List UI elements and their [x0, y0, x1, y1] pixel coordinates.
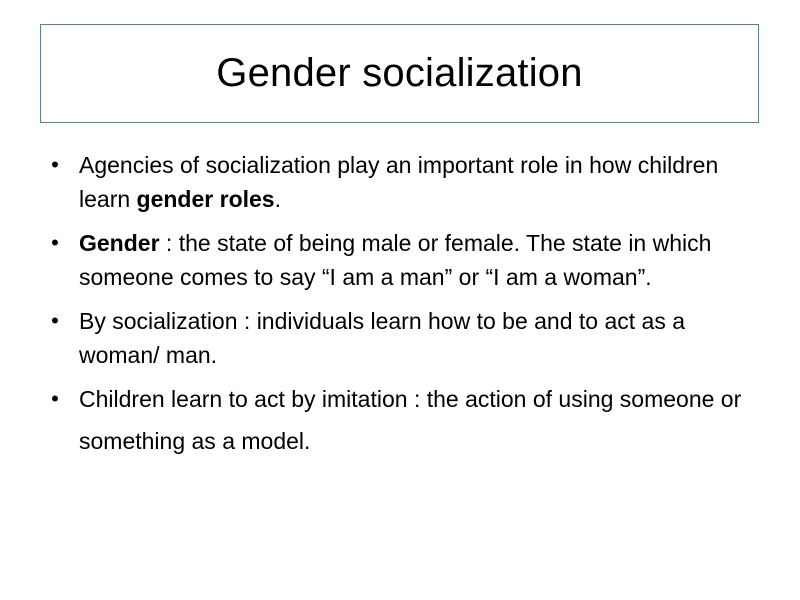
bullet-dot-icon: •	[51, 386, 59, 411]
bullet-bold-text: gender roles	[136, 186, 275, 212]
bullet-text: By socialization : individuals learn how to be and to act as a woman/ man.	[79, 308, 686, 368]
title-box	[40, 24, 759, 123]
bullet-text: : the state of being male or female. The state in which someone comes to say “I am a man” or “I am a woman”.	[79, 230, 712, 290]
bullet-text: Agencies of socialization play an important role in how children learn	[79, 152, 719, 212]
bullet-dot-icon: •	[51, 152, 59, 177]
bullet-text: .	[274, 186, 281, 212]
bullet-dot-icon: •	[51, 230, 59, 255]
bullet-dot-icon: •	[51, 308, 59, 333]
bullet-item	[48, 148, 760, 216]
bullet-item	[48, 378, 760, 462]
bullet-item	[48, 304, 760, 372]
bullet-bold-text: Gender	[79, 230, 160, 256]
slide-title: Gender socialization	[216, 50, 583, 95]
bullet-item	[48, 226, 760, 294]
bullet-text: Children learn to act by imitation : the action of using someone or something as a model.	[79, 386, 742, 454]
bullet-list	[48, 148, 760, 472]
